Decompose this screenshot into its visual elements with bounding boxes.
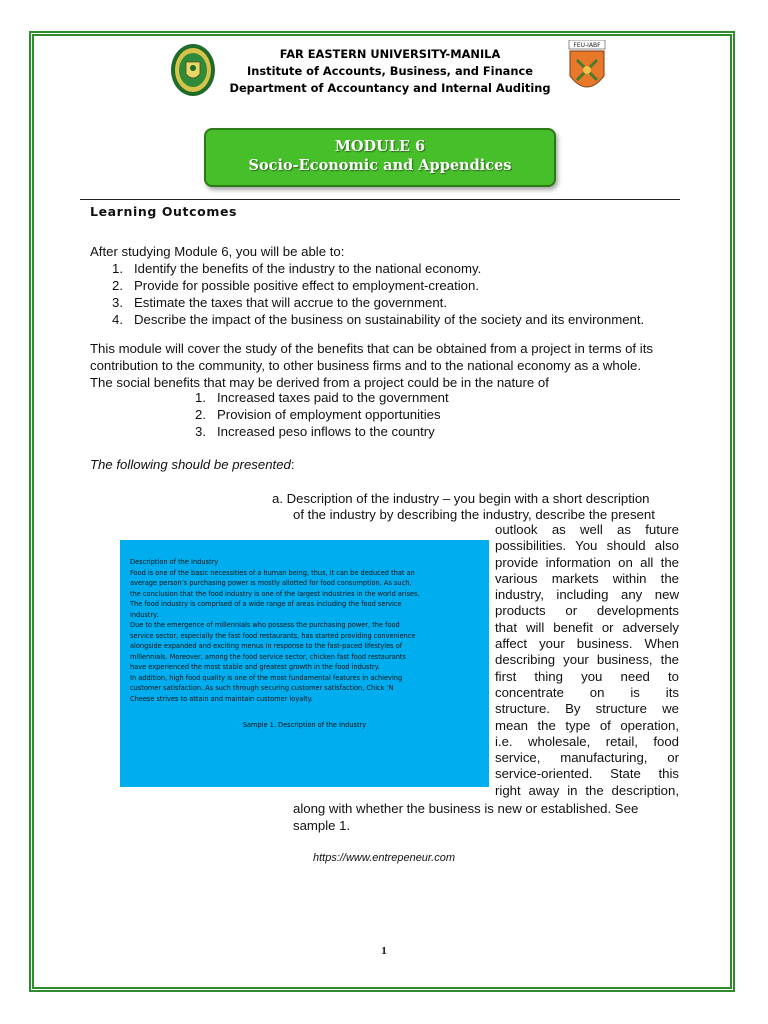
paragraph-line: products or developments — [495, 603, 679, 619]
paragraph-line: The social benefits that may be derived from a project could be in the nature of — [90, 375, 549, 390]
sample-line: customer satisfaction. As such through securing customer satisfaction, Chick ’N — [130, 684, 394, 692]
institute-name: Institute of Accounts, Business, and Finance — [247, 64, 533, 78]
sample-line: In addition, high food quality is one of the most fundamental features in achieving — [130, 673, 403, 682]
paragraph-line: industry, including any new — [495, 587, 679, 603]
list-item: 2. Provide for possible positive effect to employment-creation. — [112, 278, 479, 293]
sample-line: Due to the emergence of millennials who possess the purchasing power, the food — [130, 621, 400, 629]
section-divider — [80, 199, 680, 200]
benefits-list — [195, 389, 449, 440]
learning-outcomes-intro: After studying Module 6, you will be able to: — [90, 244, 345, 259]
sample-line: Cheese strives to attain and maintain customer loyalty. — [130, 694, 313, 703]
list-item: 2. Provision of employment opportunities — [195, 407, 441, 422]
sample-line: average person’s purchasing power is mostly allotted for food consumption. As such, — [130, 579, 412, 587]
presented-lead: The following should be presented: — [90, 457, 295, 472]
sample-industry-description-box — [120, 540, 489, 787]
paragraph-line: This module will cover the study of the benefits that can be obtained from a project in terms of its — [90, 341, 653, 356]
sample-line: industry. — [130, 610, 159, 619]
item-a-tail-line: sample 1. — [293, 818, 351, 833]
list-item: 4. Describe the impact of the business on sustainability of the society and its environment. — [112, 312, 645, 327]
item-a-line: a. Description of the industry – you begin with a short description — [272, 491, 650, 506]
paragraph-line: concentrate on is its — [495, 684, 679, 700]
sample-line: service sector, especially the fast food restaurants, has started providing convenience — [130, 631, 416, 640]
sample-caption: Sample 1. Description of the Industry — [242, 721, 367, 729]
sample-line: alongside expanded and exciting menus in response to the fast-paced lifestyles of — [130, 642, 403, 650]
module-number: MODULE 6 — [334, 138, 426, 155]
document-header — [215, 46, 565, 97]
page-number: 1 — [381, 945, 387, 957]
module-title-box — [204, 128, 556, 187]
paragraph-line: outlook as well as future — [495, 522, 679, 537]
module-title: Socio-Economic and Appendices — [248, 157, 512, 174]
item-a-tail-line: along with whether the business is new or established. See — [293, 801, 639, 816]
sample-line: The food industry is comprised of a wide range of areas including the food service — [130, 600, 402, 608]
paragraph-line: i.e. wholesale, retail, food — [495, 733, 679, 749]
sample-line: millennials. Moreover, among the food service sector, chicken fast food restaurants — [130, 652, 406, 661]
item-a-line: of the industry by describing the industry, describe the present — [293, 507, 655, 522]
learning-outcomes-list — [112, 260, 644, 328]
list-item: 3. Increased peso inflows to the country — [195, 424, 435, 439]
sample-line: have experienced the most stable and greatest growth in the food industry. — [130, 663, 380, 671]
sample-line: Description of the Industry — [130, 558, 219, 566]
list-item: 3. Estimate the taxes that will accrue to the government. — [112, 295, 447, 310]
sample-line: Food is one of the basic necessities of a human being, thus, it can be deduced that an — [130, 568, 415, 577]
paragraph-line: service, manufacturing, or — [495, 750, 679, 766]
item-a-right-column — [495, 522, 679, 799]
paragraph-line: first thing you need to — [495, 668, 679, 684]
list-item: 1. Increased taxes paid to the government — [195, 390, 449, 405]
university-name: FAR EASTERN UNIVERSITY-MANILA — [279, 47, 501, 61]
paragraph-line: contribution to the community, to other business firms and to the national economy as a whole. — [90, 358, 641, 373]
iabf-logo-label: FEU-IABF — [573, 42, 601, 49]
source-url: https://www.entrepeneur.com — [312, 852, 456, 864]
paragraph-line: various markets within the — [495, 570, 679, 586]
sample-line: the conclusion that the food industry is one of the largest industries in the world arises. — [130, 589, 420, 598]
paragraph-line: right away in the description, — [495, 782, 679, 798]
paragraph-line: mean the type of operation, — [495, 717, 679, 733]
paragraph-line: that will benefit or adversely — [495, 619, 679, 635]
paragraph-line: affect your business. When — [495, 636, 679, 652]
iabf-shield-logo — [567, 40, 607, 98]
paragraph-line: possibilities. You should also — [495, 538, 679, 554]
paragraph-line: service-oriented. State this — [495, 766, 679, 782]
learning-outcomes-heading: Learning Outcomes — [90, 204, 238, 219]
department-name: Department of Accountancy and Internal Auditing — [229, 81, 551, 95]
paragraph-line: structure. By structure we — [495, 701, 679, 717]
paragraph-line: provide information on all the — [495, 554, 679, 570]
coverage-paragraph — [90, 340, 680, 391]
university-seal-logo — [170, 42, 216, 98]
paragraph-line: describing your business, the — [495, 652, 679, 668]
list-item: 1. Identify the benefits of the industry to the national economy. — [112, 261, 482, 276]
